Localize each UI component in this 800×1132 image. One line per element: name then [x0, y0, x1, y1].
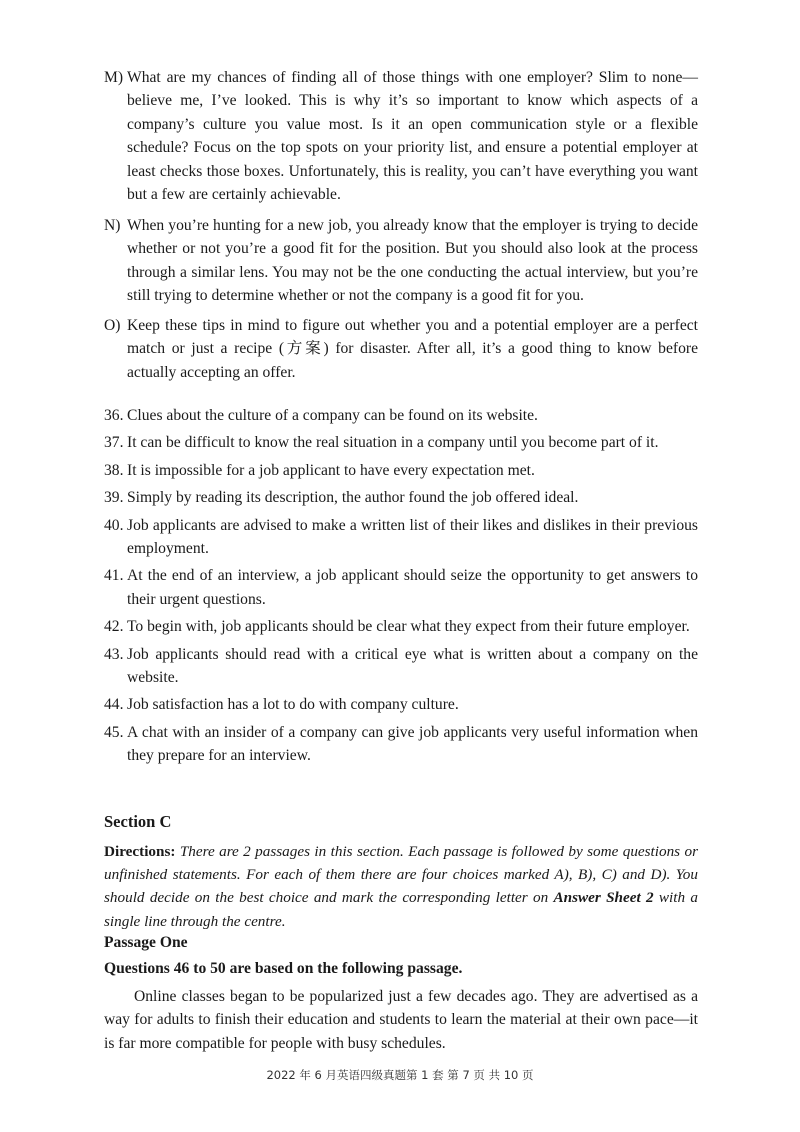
section-title: Section C [104, 812, 172, 831]
paragraph-letter: O) [104, 317, 121, 334]
directions-label: Directions: [104, 843, 176, 860]
statement-text: Job applicants should read with a critical eye what is written about a company on the website. [127, 645, 698, 687]
paragraph-m [104, 66, 698, 206]
paragraph-o [104, 314, 698, 384]
statement-text: To begin with, job applicants should be clear what they expect from their future employer. [127, 618, 690, 636]
statement-number: 44. [104, 696, 124, 714]
statement-item [104, 615, 698, 638]
paragraph-letter: N) [104, 217, 121, 234]
statement-text: Simply by reading its description, the author found the job offered ideal. [127, 489, 579, 507]
directions-body: There are 2 passages in this section. Each passage is followed by some questions or unfinished statements. For each of them there are four choices marked A), B), C) and D). You should decide on the best choice and mark the corresponding letter on [104, 843, 699, 907]
paragraph-text: Keep these tips in mind to figure out whether you and a potential employer are a perfect match or just a recipe (方案) for disaster. After all, it’s a good thing to know before actually accepting an offer. [127, 317, 698, 381]
statement-number: 42. [104, 618, 124, 636]
statement-number: 40. [104, 516, 124, 534]
statement-number: 45. [104, 723, 124, 741]
directions [104, 840, 698, 933]
statement-list [104, 404, 698, 772]
statement-number: 36. [104, 407, 124, 424]
paragraph-text: When you’re hunting for a new job, you already know that the employer is trying to decide whether or not you’re a good fit for the position. But you should also look at the process through a similar lens. You may not be the one conducting the actual interview, but you’re still trying to determine whether or not the company is a good fit for you. [127, 217, 698, 305]
statement-item [104, 643, 698, 690]
statement-text: At the end of an interview, a job applicant should seize the opportunity to get answers to their urgent questions. [127, 567, 698, 608]
questions-intro: Questions 46 to 50 are based on the following passage. [104, 960, 463, 977]
statement-item [104, 404, 698, 427]
statement-item [104, 514, 698, 561]
statement-text: Job applicants are advised to make a written list of their likes and dislikes in their previous employment. [127, 516, 698, 558]
passage-text: Online classes began to be popularized just a few decades ago. They are advertised as a way for adults to finish their education and students to learn the material at their own pace—it is far more compatible for people with busy schedules. [104, 988, 698, 1052]
answer-sheet-ref: Answer Sheet 2 [553, 889, 654, 907]
paragraph-n [104, 214, 698, 308]
statement-number: 38. [104, 461, 124, 479]
statement-text: A chat with an insider of a company can give job applicants very useful information when they prepare for an interview. [127, 723, 698, 765]
passage-title: Passage One [104, 934, 188, 951]
statement-number: 37. [104, 434, 124, 452]
statement-item [104, 693, 698, 716]
statement-item [104, 431, 698, 454]
statement-text: It can be difficult to know the real situation in a company until you become part of it. [127, 434, 659, 452]
page-footer: 2022 年 6 月英语四级真题第 1 套 第 7 页 共 10 页 [266, 1068, 534, 1082]
statement-item [104, 721, 698, 768]
statement-number: 39. [104, 489, 124, 507]
directions-tail: with a single line through the centre. [104, 889, 698, 930]
statement-item [104, 459, 698, 482]
statement-item [104, 564, 698, 611]
statement-number: 41. [104, 567, 124, 585]
statement-item [104, 486, 698, 509]
paragraph-letter: M) [104, 69, 124, 86]
statement-text: Job satisfaction has a lot to do with company culture. [127, 696, 459, 714]
statement-text: It is impossible for a job applicant to have every expectation met. [127, 461, 535, 479]
paragraph-text: What are my chances of finding all of those things with one employer? Slim to none—believe me, I’ve looked. This is why it’s so important to know which aspects of a company’s culture you value most. Is it an open communication style or a flexible schedule? Focus on the top spots on your priority list, and ensure a potential employer at least checks those boxes. Unfortunately, this is reality, you can’t have everything you want but a few are certainly achievable. [127, 69, 698, 204]
statement-text: Clues about the culture of a company can be found on its website. [127, 407, 538, 424]
statement-number: 43. [104, 645, 124, 663]
